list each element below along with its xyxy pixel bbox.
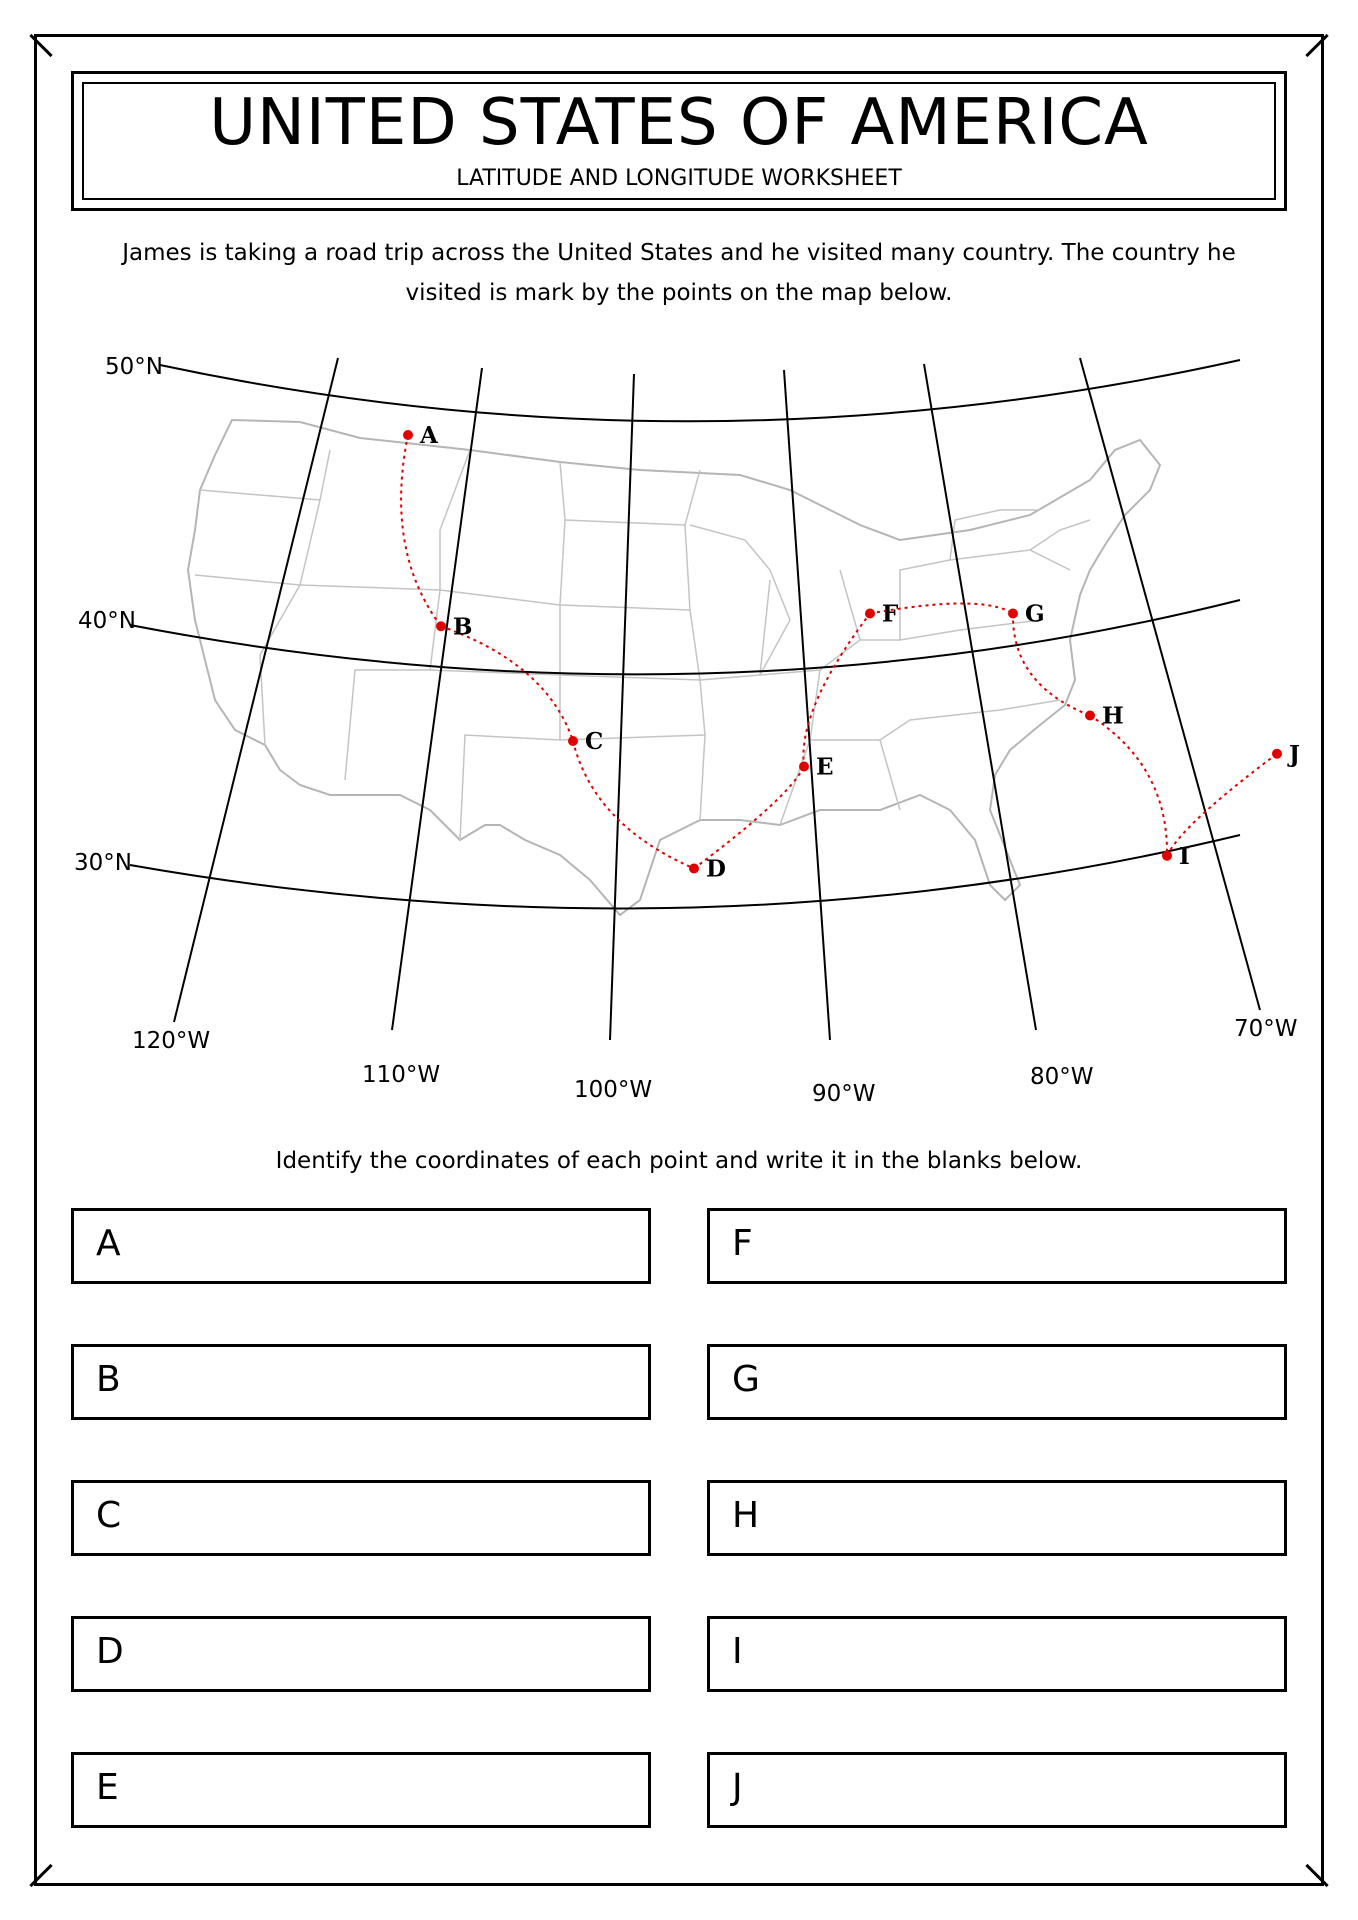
answer-box-e[interactable] bbox=[71, 1752, 651, 1828]
point-marker-g bbox=[1008, 609, 1018, 619]
latitude-label-30: 30°N bbox=[74, 850, 132, 876]
answer-letter: D bbox=[96, 1631, 124, 1672]
point-label-f: F bbox=[882, 600, 899, 628]
point-label-b: B bbox=[453, 613, 473, 641]
answer-box-g[interactable] bbox=[707, 1344, 1287, 1420]
page-subtitle: LATITUDE AND LONGITUDE WORKSHEET bbox=[456, 166, 902, 191]
route-segment bbox=[1167, 754, 1277, 856]
route-segment bbox=[401, 435, 441, 626]
point-marker-b bbox=[436, 621, 446, 631]
answer-box-j[interactable] bbox=[707, 1752, 1287, 1828]
answer-box-d[interactable] bbox=[71, 1616, 651, 1692]
point-marker-d bbox=[689, 864, 699, 874]
point-marker-j bbox=[1272, 749, 1282, 759]
longitude-label-110: 110°W bbox=[362, 1062, 441, 1088]
longitude-label-90: 90°W bbox=[812, 1081, 876, 1107]
answer-letter: A bbox=[96, 1223, 121, 1264]
longitude-label-80: 80°W bbox=[1030, 1064, 1094, 1090]
answer-letter: F bbox=[732, 1223, 753, 1264]
page-title: UNITED STATES OF AMERICA bbox=[209, 86, 1149, 160]
point-label-h: H bbox=[1102, 702, 1124, 730]
point-marker-c bbox=[568, 736, 578, 746]
point-label-g: G bbox=[1025, 600, 1045, 628]
route-segment bbox=[694, 767, 804, 869]
longitude-line-120 bbox=[174, 358, 338, 1022]
longitude-line-80 bbox=[924, 364, 1036, 1030]
route-segment bbox=[1013, 614, 1090, 716]
answer-box-a[interactable] bbox=[71, 1208, 651, 1284]
point-marker-e bbox=[799, 762, 809, 772]
route-segment bbox=[441, 626, 573, 741]
route-segment bbox=[803, 614, 870, 767]
state-borders bbox=[195, 450, 1090, 840]
route-segment bbox=[1090, 716, 1167, 856]
longitude-lines bbox=[174, 358, 1260, 1040]
longitude-label-120: 120°W bbox=[132, 1028, 211, 1054]
longitude-line-70 bbox=[1080, 358, 1260, 1010]
usa-map bbox=[0, 340, 1358, 1120]
point-marker-f bbox=[865, 609, 875, 619]
intro-paragraph: James is taking a road trip across the United States and he visited many country. The country he visited is mark by the points on the map below. bbox=[122, 240, 1236, 306]
latitude-line-50 bbox=[160, 360, 1240, 421]
answer-letter: C bbox=[96, 1495, 122, 1536]
point-label-c: C bbox=[585, 728, 604, 755]
longitude-line-110 bbox=[392, 368, 482, 1030]
usa-outline bbox=[188, 420, 1160, 915]
longitude-label-100: 100°W bbox=[574, 1077, 653, 1103]
latitude-label-50: 50°N bbox=[105, 354, 163, 380]
latitude-lines bbox=[130, 360, 1240, 908]
point-marker-a bbox=[403, 430, 413, 440]
answer-letter: H bbox=[732, 1495, 760, 1536]
instruction-text: Identify the coordinates of each point and write it in the blanks below. bbox=[275, 1148, 1083, 1174]
answer-box-i[interactable] bbox=[707, 1616, 1287, 1692]
point-label-i: I bbox=[1179, 842, 1190, 870]
answer-letter: I bbox=[732, 1631, 743, 1672]
latitude-line-30 bbox=[130, 835, 1240, 908]
point-label-j: J bbox=[1289, 740, 1300, 768]
point-label-a: A bbox=[420, 422, 438, 449]
points-layer bbox=[403, 422, 1300, 883]
longitude-line-100 bbox=[610, 374, 634, 1040]
latitude-label-40: 40°N bbox=[78, 608, 136, 634]
longitude-label-70: 70°W bbox=[1234, 1016, 1298, 1042]
answer-box-b[interactable] bbox=[71, 1344, 651, 1420]
answer-box-c[interactable] bbox=[71, 1480, 651, 1556]
answer-letter: J bbox=[732, 1767, 743, 1808]
answer-letter: B bbox=[96, 1359, 121, 1400]
longitude-line-90 bbox=[784, 370, 830, 1040]
route-segment bbox=[573, 741, 694, 869]
answer-box-f[interactable] bbox=[707, 1208, 1287, 1284]
answer-letter: E bbox=[96, 1767, 119, 1808]
route-layer bbox=[401, 435, 1277, 869]
point-label-d: D bbox=[706, 855, 726, 883]
point-label-e: E bbox=[816, 753, 834, 781]
point-marker-i bbox=[1162, 851, 1172, 861]
answer-box-h[interactable] bbox=[707, 1480, 1287, 1556]
answer-letter: G bbox=[732, 1359, 760, 1400]
point-marker-h bbox=[1085, 711, 1095, 721]
title-box bbox=[71, 71, 1287, 211]
